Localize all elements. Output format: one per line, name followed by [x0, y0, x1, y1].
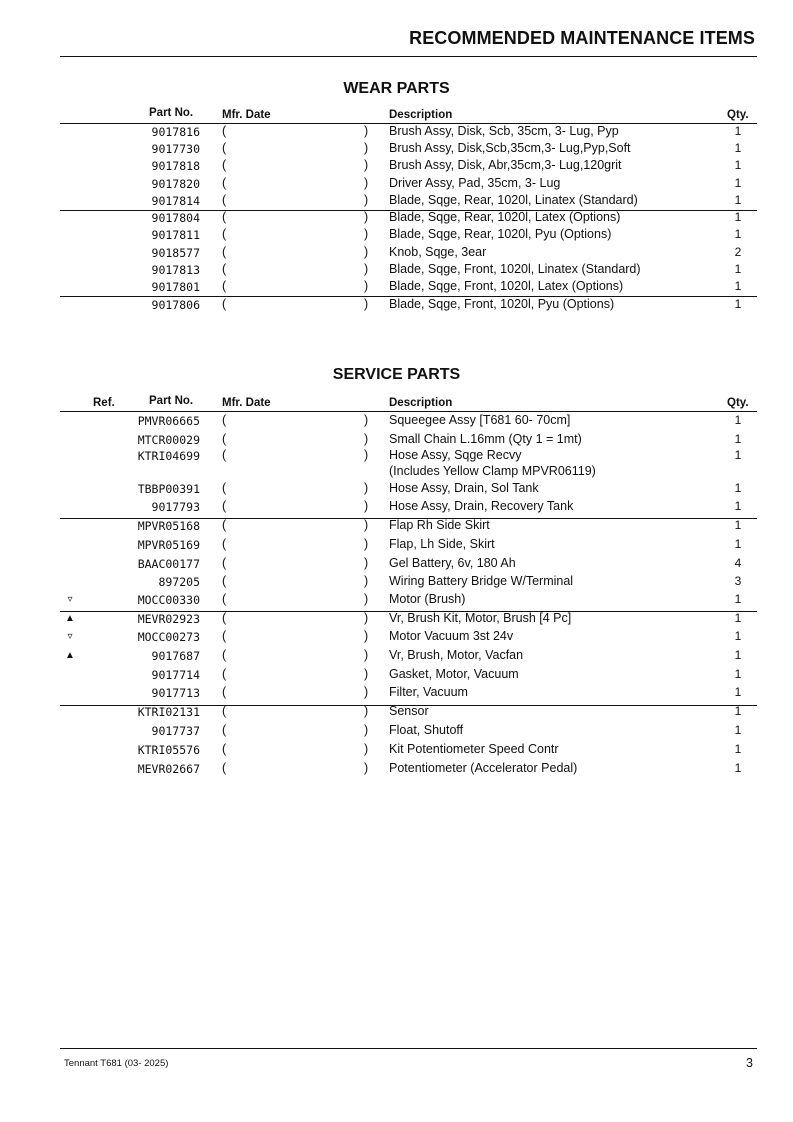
service-col-mfr: Mfr. Date [222, 397, 271, 409]
cell-part: 9017714 [151, 668, 200, 682]
cell-desc: Kit Potentiometer Speed Contr [389, 742, 559, 756]
service-col-qty: Qty. [727, 397, 749, 409]
cell-part: 9017730 [151, 142, 200, 156]
table-row [0, 481, 793, 498]
page-title: RECOMMENDED MAINTENANCE ITEMS [409, 28, 755, 48]
cell-close: ) [364, 432, 369, 446]
table-row [0, 723, 793, 740]
wear-col-part: Part No. [149, 107, 194, 119]
cell-close: ) [364, 704, 369, 718]
cell-open: ( [222, 297, 227, 311]
cell-part: 9017737 [151, 724, 200, 738]
cell-desc: Wiring Battery Bridge W/Terminal [389, 574, 574, 588]
cell-qty: 3 [734, 574, 742, 588]
cell-desc: Flap Rh Side Skirt [389, 518, 490, 532]
service-col-part: Part No. [149, 395, 194, 407]
cell-qty: 1 [734, 158, 742, 172]
cell-qty: 1 [734, 629, 742, 643]
header-divider [60, 56, 757, 57]
cell-qty: 1 [734, 704, 742, 718]
cell-ref: ▿ [67, 594, 73, 605]
cell-open: ( [222, 742, 227, 756]
table-row [0, 245, 793, 262]
cell-qty: 1 [734, 193, 742, 207]
cell-close: ) [364, 761, 369, 775]
table-row [0, 413, 793, 430]
cell-qty: 1 [734, 481, 742, 495]
cell-close: ) [364, 176, 369, 190]
cell-part: 9017820 [151, 177, 200, 191]
cell-close: ) [364, 742, 369, 756]
cell-desc: Potentiometer (Accelerator Pedal) [389, 761, 578, 775]
cell-close: ) [364, 592, 369, 606]
cell-desc: Vr, Brush, Motor, Vacfan [389, 648, 524, 662]
cell-close: ) [364, 537, 369, 551]
cell-close: ) [364, 245, 369, 259]
cell-desc: Hose Assy, Sqge Recvy [389, 448, 522, 462]
cell-desc: Filter, Vacuum [389, 685, 468, 699]
cell-part: BAAC00177 [137, 557, 200, 571]
cell-close: ) [364, 141, 369, 155]
table-row [0, 124, 793, 141]
cell-desc: Blade, Sqge, Front, 1020l, Linatex (Standard) [389, 262, 641, 276]
cell-close: ) [364, 481, 369, 495]
cell-desc: Float, Shutoff [389, 723, 464, 737]
table-row [0, 262, 793, 279]
table-row [0, 761, 793, 778]
cell-open: ( [222, 592, 227, 606]
cell-part: TBBP00391 [137, 482, 200, 496]
cell-open: ( [222, 499, 227, 513]
cell-ref: ▲ [65, 650, 75, 661]
cell-close: ) [364, 556, 369, 570]
cell-qty: 1 [734, 592, 742, 606]
table-row [0, 611, 793, 628]
table-row [0, 297, 793, 314]
cell-part: MPVR05169 [137, 538, 200, 552]
cell-part: 9017814 [151, 194, 200, 208]
cell-ref: ▿ [67, 631, 73, 642]
cell-open: ( [222, 537, 227, 551]
cell-qty: 1 [734, 124, 742, 138]
cell-open: ( [222, 210, 227, 224]
cell-part: 9017713 [151, 686, 200, 700]
table-row [0, 667, 793, 684]
table-row [0, 537, 793, 554]
cell-part: 9017818 [151, 159, 200, 173]
cell-close: ) [364, 279, 369, 293]
cell-part: 9017801 [151, 280, 200, 294]
table-row [0, 158, 793, 175]
cell-desc: Brush Assy, Disk, Abr,35cm,3- Lug,120grit [389, 158, 622, 172]
cell-desc: Blade, Sqge, Rear, 1020l, Linatex (Standard) [389, 193, 638, 207]
cell-open: ( [222, 193, 227, 207]
cell-open: ( [222, 432, 227, 446]
cell-qty: 1 [734, 279, 742, 293]
table-row [0, 742, 793, 759]
cell-part: 9017816 [151, 125, 200, 139]
cell-open: ( [222, 648, 227, 662]
cell-open: ( [222, 279, 227, 293]
cell-close: ) [364, 413, 369, 427]
cell-qty: 1 [734, 297, 742, 311]
cell-desc: Knob, Sqge, 3ear [389, 245, 487, 259]
cell-close: ) [364, 210, 369, 224]
cell-part: KTRI05576 [137, 743, 200, 757]
cell-part: MOCC00330 [137, 593, 200, 607]
cell-part: KTRI02131 [137, 705, 200, 719]
cell-qty: 1 [734, 761, 742, 775]
cell-open: ( [222, 574, 227, 588]
cell-open: ( [222, 518, 227, 532]
cell-part: 9017687 [151, 649, 200, 663]
cell-qty: 1 [734, 432, 742, 446]
cell-close: ) [364, 262, 369, 276]
cell-open: ( [222, 556, 227, 570]
cell-qty: 1 [734, 742, 742, 756]
cell-open: ( [222, 704, 227, 718]
cell-qty: 2 [734, 245, 742, 259]
cell-part: PMVR06665 [137, 414, 200, 428]
cell-qty: 1 [734, 685, 742, 699]
cell-desc: Sensor [389, 704, 429, 718]
service-parts-title: SERVICE PARTS [332, 366, 461, 383]
cell-desc: Blade, Sqge, Front, 1020l, Latex (Options) [389, 279, 624, 293]
cell-close: ) [364, 611, 369, 625]
cell-open: ( [222, 141, 227, 155]
cell-open: ( [222, 723, 227, 737]
cell-qty: 1 [734, 448, 742, 462]
wear-col-qty: Qty. [727, 109, 749, 121]
wear-col-desc: Description [389, 109, 453, 121]
table-row [0, 464, 793, 481]
table-row [0, 141, 793, 158]
table-row [0, 704, 793, 721]
cell-open: ( [222, 227, 227, 241]
cell-desc: Motor (Brush) [389, 592, 466, 606]
cell-qty: 1 [734, 518, 742, 532]
table-row [0, 279, 793, 296]
cell-part: 9017804 [151, 211, 200, 225]
table-row [0, 210, 793, 227]
cell-desc: Hose Assy, Drain, Sol Tank [389, 481, 539, 495]
cell-open: ( [222, 667, 227, 681]
cell-qty: 1 [734, 537, 742, 551]
table-row [0, 193, 793, 210]
cell-qty: 1 [734, 648, 742, 662]
wear-parts-title: WEAR PARTS [343, 80, 450, 97]
cell-part: 9017811 [151, 228, 200, 242]
table-row [0, 574, 793, 591]
cell-close: ) [364, 124, 369, 138]
table-row [0, 499, 793, 516]
cell-part: MPVR05168 [137, 519, 200, 533]
table-row [0, 432, 793, 449]
cell-open: ( [222, 413, 227, 427]
cell-desc: Blade, Sqge, Rear, 1020l, Pyu (Options) [389, 227, 612, 241]
cell-close: ) [364, 227, 369, 241]
cell-close: ) [364, 158, 369, 172]
cell-close: ) [364, 193, 369, 207]
cell-close: ) [364, 448, 369, 462]
cell-part: MEVR02923 [137, 612, 200, 626]
table-row [0, 648, 793, 665]
cell-desc: Gasket, Motor, Vacuum [389, 667, 519, 681]
page-number: 3 [746, 1056, 753, 1070]
wear-col-mfr: Mfr. Date [222, 109, 271, 121]
cell-desc: Motor Vacuum 3st 24v [389, 629, 514, 643]
cell-qty: 1 [734, 141, 742, 155]
cell-qty: 1 [734, 667, 742, 681]
cell-open: ( [222, 685, 227, 699]
cell-close: ) [364, 629, 369, 643]
service-header-rule [60, 411, 757, 412]
cell-open: ( [222, 245, 227, 259]
cell-desc: (Includes Yellow Clamp MPVR06119) [389, 464, 596, 478]
cell-close: ) [364, 574, 369, 588]
cell-open: ( [222, 158, 227, 172]
cell-desc: Blade, Sqge, Rear, 1020l, Latex (Options) [389, 210, 621, 224]
cell-desc: Brush Assy, Disk,Scb,35cm,3- Lug,Pyp,Soft [389, 141, 631, 155]
cell-open: ( [222, 761, 227, 775]
cell-qty: 4 [734, 556, 742, 570]
table-row [0, 685, 793, 702]
cell-close: ) [364, 685, 369, 699]
footer-divider [60, 1048, 757, 1049]
cell-desc: Vr, Brush Kit, Motor, Brush [4 Pc] [389, 611, 572, 625]
cell-close: ) [364, 297, 369, 311]
cell-open: ( [222, 262, 227, 276]
cell-qty: 1 [734, 176, 742, 190]
cell-part: MEVR02667 [137, 762, 200, 776]
cell-qty: 1 [734, 611, 742, 625]
cell-desc: Flap, Lh Side, Skirt [389, 537, 495, 551]
cell-close: ) [364, 723, 369, 737]
table-row [0, 448, 793, 465]
cell-desc: Hose Assy, Drain, Recovery Tank [389, 499, 574, 513]
table-row [0, 629, 793, 646]
cell-part: 9017813 [151, 263, 200, 277]
cell-desc: Brush Assy, Disk, Scb, 35cm, 3- Lug, Pyp [389, 124, 619, 138]
cell-qty: 1 [734, 227, 742, 241]
cell-part: MOCC00273 [137, 630, 200, 644]
table-row [0, 227, 793, 244]
cell-open: ( [222, 481, 227, 495]
cell-open: ( [222, 124, 227, 138]
cell-part: MTCR00029 [137, 433, 200, 447]
table-row [0, 556, 793, 573]
cell-desc: Blade, Sqge, Front, 1020l, Pyu (Options) [389, 297, 615, 311]
table-row [0, 592, 793, 609]
cell-qty: 1 [734, 499, 742, 513]
cell-part: 9018577 [151, 246, 200, 260]
cell-close: ) [364, 499, 369, 513]
cell-qty: 1 [734, 413, 742, 427]
cell-desc: Gel Battery, 6v, 180 Ah [389, 556, 516, 570]
cell-desc: Small Chain L.16mm (Qty 1 = 1mt) [389, 432, 582, 446]
cell-part: KTRI04699 [137, 449, 200, 463]
cell-part: 9017806 [151, 298, 200, 312]
cell-open: ( [222, 611, 227, 625]
cell-desc: Driver Assy, Pad, 35cm, 3- Lug [389, 176, 561, 190]
cell-desc: Squeegee Assy [T681 60- 70cm] [389, 413, 571, 427]
cell-qty: 1 [734, 210, 742, 224]
cell-part: 897205 [158, 575, 200, 589]
cell-ref: ▲ [65, 613, 75, 624]
service-col-ref: Ref. [93, 397, 115, 409]
service-col-desc: Description [389, 397, 453, 409]
cell-open: ( [222, 448, 227, 462]
footer-doc-info: Tennant T681 (03- 2025) [64, 1058, 169, 1069]
cell-part: 9017793 [151, 500, 200, 514]
table-row [0, 176, 793, 193]
cell-close: ) [364, 518, 369, 532]
cell-open: ( [222, 629, 227, 643]
table-row [0, 518, 793, 535]
cell-close: ) [364, 667, 369, 681]
cell-open: ( [222, 176, 227, 190]
cell-qty: 1 [734, 723, 742, 737]
cell-close: ) [364, 648, 369, 662]
cell-qty: 1 [734, 262, 742, 276]
